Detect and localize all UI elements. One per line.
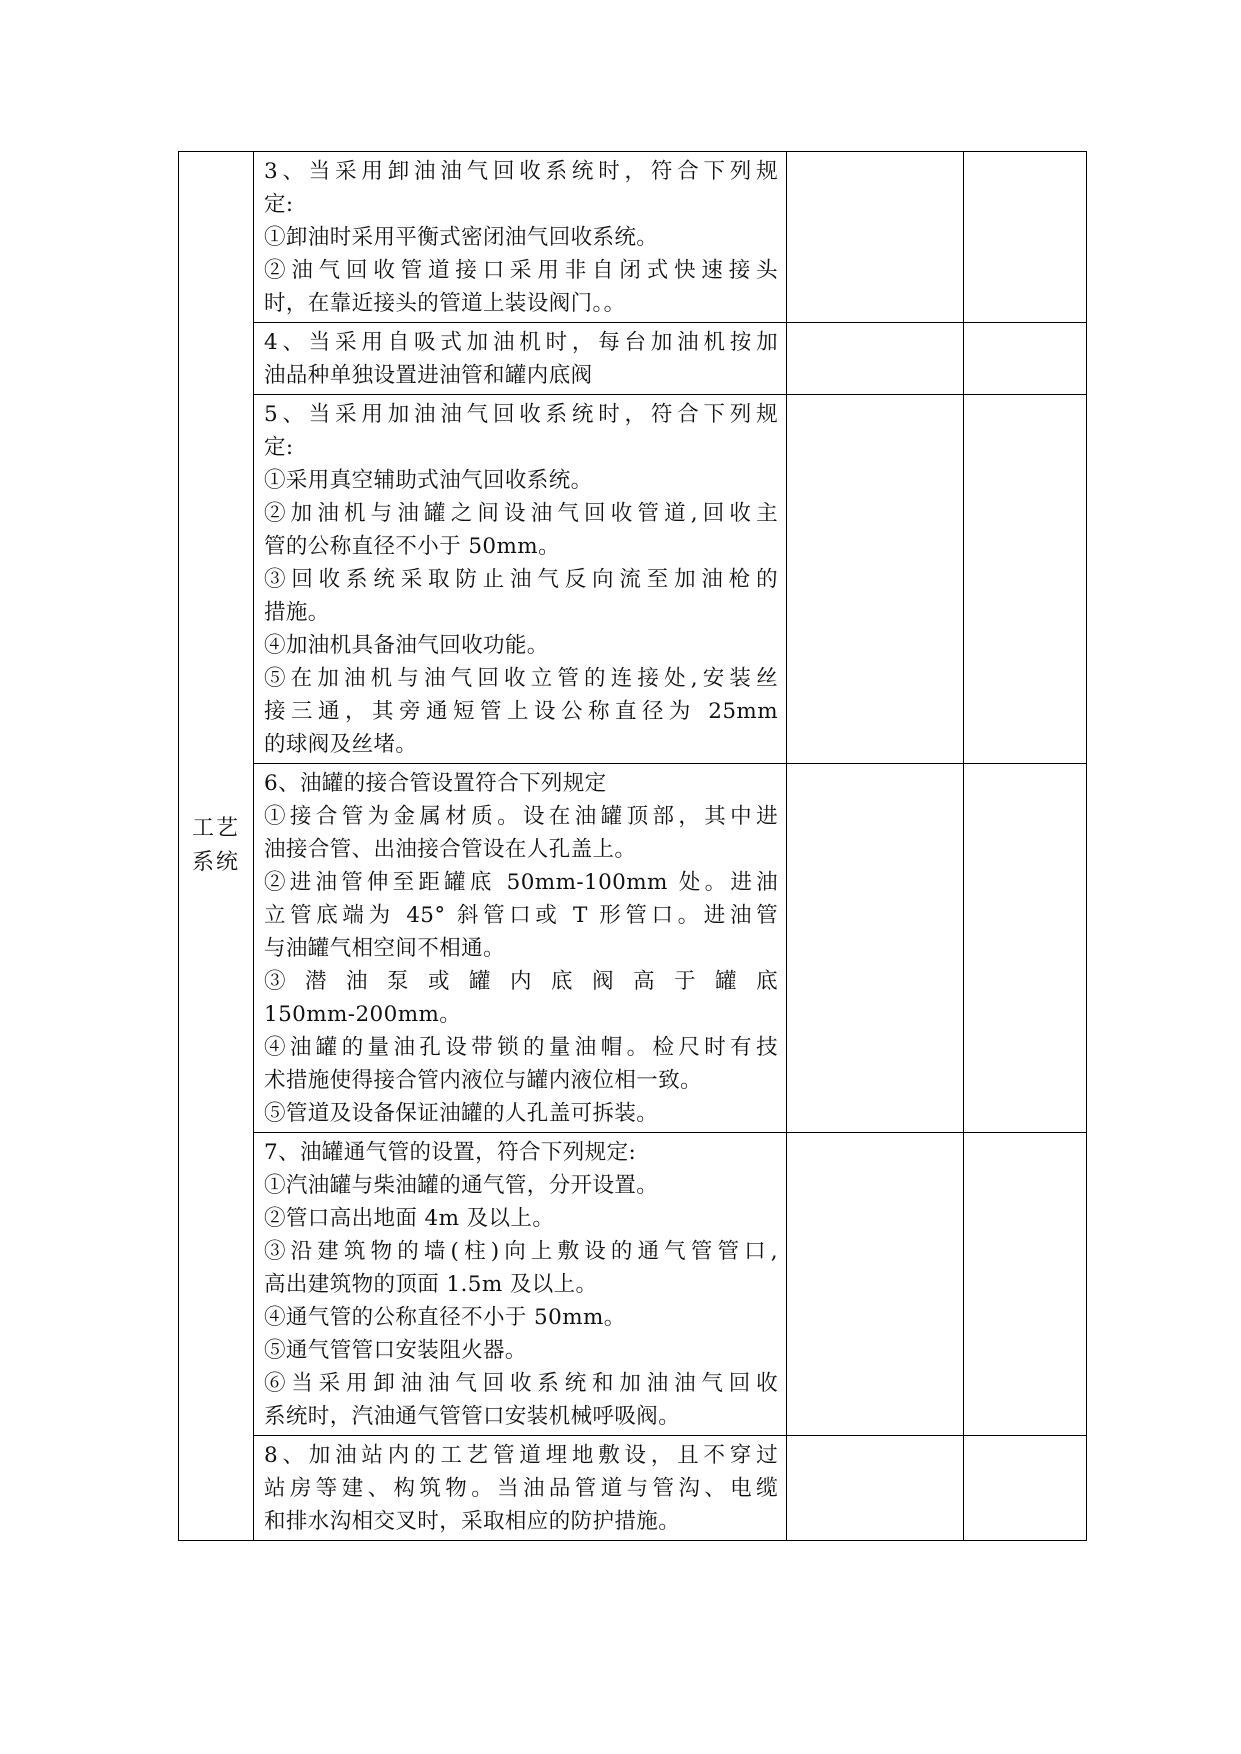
remark-cell [964, 764, 1087, 1133]
remark-cell [964, 323, 1087, 395]
requirement-cell [254, 395, 787, 764]
result-cell [787, 1133, 964, 1436]
requirement-text-line: 6、油罐的接合管设置符合下列规定 [264, 771, 607, 796]
requirement-text-line: ②加油机与油罐之间设油气回收管道,回收主 [264, 501, 778, 526]
requirement-text-line: 管的公称直径不小于 50mm。 [264, 534, 560, 559]
table-row [179, 323, 1087, 395]
requirement-text-line: ④加油机具备油气回收功能。 [264, 633, 549, 658]
requirement-text-line: 8、加油站内的工艺管道埋地敷设，且不穿过 [264, 1443, 778, 1468]
requirement-text-line: ⑤在加油机与油气回收立管的连接处,安装丝 [264, 666, 778, 691]
requirement-text-line: 油接合管、出油接合管设在人孔盖上。 [264, 837, 637, 862]
table-row [179, 395, 1087, 764]
table-row [179, 1133, 1087, 1436]
requirement-text-line: 5、当采用加油油气回收系统时，符合下列规 [264, 402, 778, 427]
table-row [179, 152, 1087, 323]
requirement-text-line: 与油罐气相空间不相通。 [264, 936, 505, 961]
requirement-text-line: 定: [264, 435, 294, 460]
requirement-text-line: ②油气回收管道接口采用非自闭式快速接头 [264, 258, 778, 283]
requirement-text-line: ①采用真空辅助式油气回收系统。 [264, 468, 593, 493]
result-cell [787, 323, 964, 395]
requirement-cell [254, 1133, 787, 1436]
category-label-line: 工艺 [192, 816, 241, 841]
remark-cell [964, 395, 1087, 764]
requirement-text-line: ④通气管的公称直径不小于 50mm。 [264, 1305, 626, 1330]
requirement-text-line: ①接合管为金属材质。设在油罐顶部，其中进 [264, 804, 778, 829]
requirement-cell [254, 764, 787, 1133]
remark-cell [964, 1436, 1087, 1541]
result-cell [787, 764, 964, 1133]
result-cell [787, 395, 964, 764]
category-cell [179, 152, 254, 1541]
requirement-text-line: ⑤通气管管口安装阻火器。 [264, 1338, 527, 1363]
requirement-text-line: 系统时，汽油通气管管口安装机械呼吸阀。 [264, 1404, 681, 1429]
result-cell [787, 1436, 964, 1541]
remark-cell [964, 1133, 1087, 1436]
requirement-text-line: 时，在靠近接头的管道上装设阀门。。 [264, 291, 626, 316]
requirement-text-line: 7、油罐通气管的设置，符合下列规定: [264, 1140, 637, 1165]
requirement-text-line: 术措施使得接合管内液位与罐内液位相一致。 [264, 1068, 703, 1093]
requirement-text-line: ②管口高出地面 4m 及以上。 [264, 1206, 555, 1231]
table-row [179, 764, 1087, 1133]
requirement-text-line: 3、当采用卸油油气回收系统时，符合下列规 [264, 159, 778, 184]
requirement-text-line: 措施。 [264, 600, 330, 625]
requirement-text-line: ①卸油时采用平衡式密闭油气回收系统。 [264, 225, 659, 250]
requirement-text-line: 4、当采用自吸式加油机时，每台加油机按加 [264, 330, 778, 355]
requirement-text-line: ④油罐的量油孔设带锁的量油帽。检尺时有技 [264, 1035, 778, 1060]
requirement-text-line: 油品种单独设置进油管和罐内底阀 [264, 363, 593, 388]
requirement-text-line: ⑤管道及设备保证油罐的人孔盖可拆装。 [264, 1101, 659, 1126]
result-cell [787, 152, 964, 323]
requirement-text-line: 站房等建、构筑物。当油品管道与管沟、电缆 [264, 1476, 778, 1501]
table-row [179, 1436, 1087, 1541]
requirement-text-line: 的球阀及丝堵。 [264, 732, 418, 757]
remark-cell [964, 152, 1087, 323]
category-label-line: 系统 [192, 850, 241, 875]
requirement-text-line: ②进油管伸至距罐底 50mm-100mm 处。进油 [264, 870, 778, 895]
requirement-text-line: ③回收系统采取防止油气反向流至加油枪的 [264, 567, 778, 592]
inspection-table-body [179, 152, 1087, 1541]
requirement-text-line: 和排水沟相交叉时，采取相应的防护措施。 [264, 1509, 681, 1534]
inspection-table [178, 151, 1087, 1541]
requirement-text-line: ③ 潜 油 泵 或 罐 内 底 阀 高 于 罐 底 [264, 969, 778, 994]
requirement-text-line: 接三通，其旁通短管上设公称直径为 25mm [264, 699, 778, 724]
requirement-cell [254, 1436, 787, 1541]
requirement-text-line: 高出建筑物的顶面 1.5m 及以上。 [264, 1272, 598, 1297]
requirement-cell [254, 323, 787, 395]
requirement-cell [254, 152, 787, 323]
requirement-text-line: 立管底端为 45° 斜管口或 T 形管口。进油管 [264, 903, 778, 928]
requirement-text-line: ③沿建筑物的墙(柱)向上敷设的通气管管口, [264, 1239, 778, 1264]
requirement-text-line: 150mm-200mm。 [264, 1002, 462, 1027]
requirement-text-line: 定: [264, 192, 294, 217]
requirement-text-line: ①汽油罐与柴油罐的通气管，分开设置。 [264, 1173, 659, 1198]
category-label [192, 812, 240, 880]
requirement-text-line: ⑥当采用卸油油气回收系统和加油油气回收 [264, 1371, 778, 1396]
